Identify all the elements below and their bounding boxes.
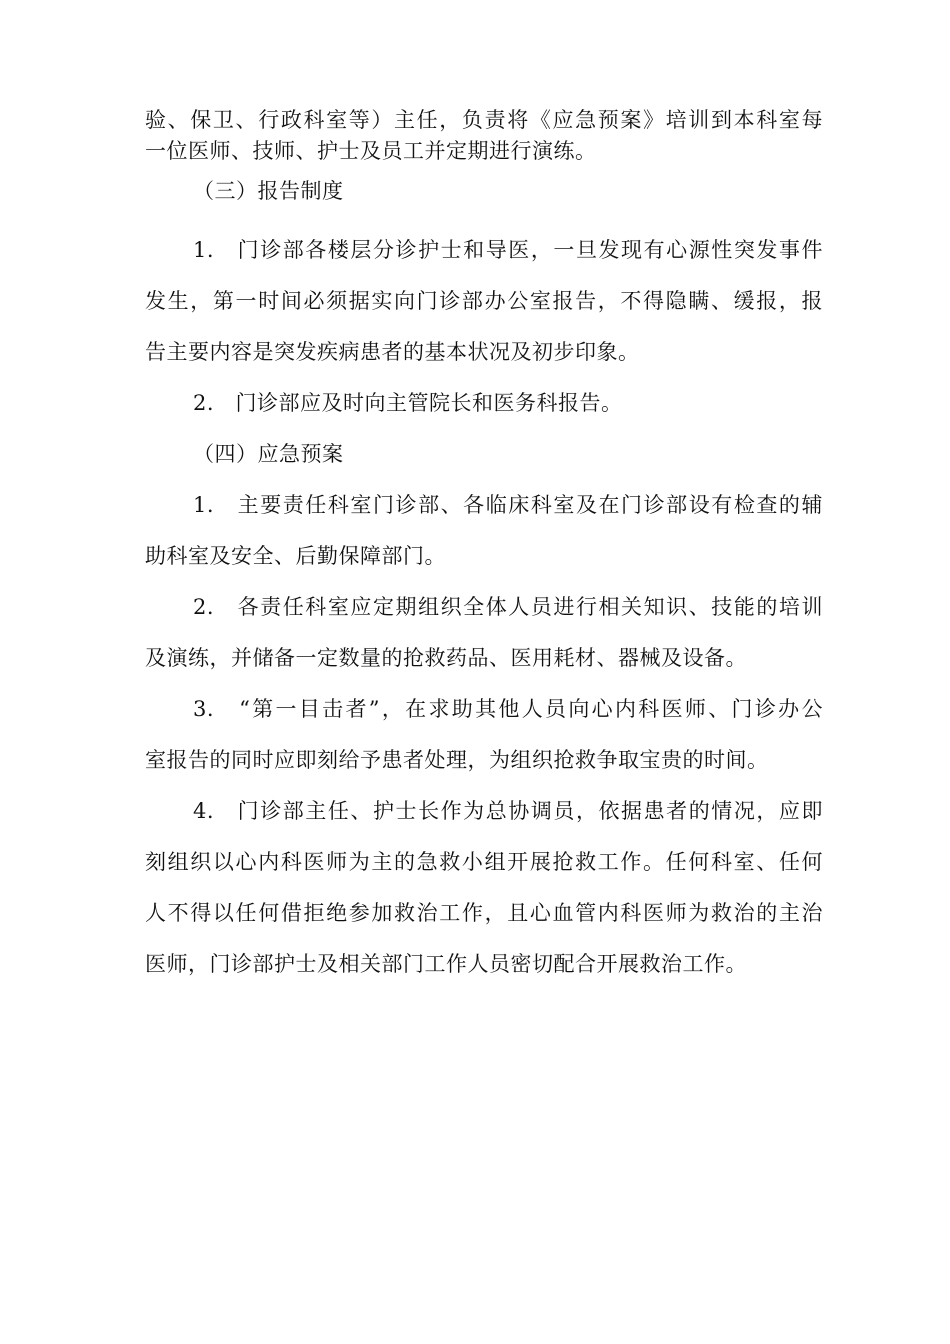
document-body xyxy=(145,105,823,990)
paragraph-line: 1. 主要责任科室门诊部、各临床科室及在门诊部设有检查的辅 xyxy=(193,493,823,517)
section4-item-2 xyxy=(145,582,823,684)
paragraph-line: 及演练，并储备一定数量的抢救药品、医用耗材、器械及设备。 xyxy=(145,646,747,670)
section4-item-1 xyxy=(145,480,823,582)
section4-item-4 xyxy=(145,786,823,990)
section-heading-emergency-plan: （四）应急预案 xyxy=(193,442,344,466)
paragraph-line: 发生，第一时间必须据实向门诊部办公室报告，不得隐瞒、缓报，报 xyxy=(145,289,823,313)
section-heading-report-system: （三）报告制度 xyxy=(193,179,344,203)
paragraph-line: 1. 门诊部各楼层分诊护士和导医，一旦发现有心源性突发事件 xyxy=(193,238,823,262)
paragraph-line: 人不得以任何借拒绝参加救治工作，且心血管内科医师为救治的主治 xyxy=(145,901,823,925)
paragraph-line: 3. “第一目击者”，在求助其他人员向心内科医师、门诊办公 xyxy=(193,697,823,721)
section3-item-2 xyxy=(145,378,823,429)
section4-item-3 xyxy=(145,684,823,786)
paragraph-line: 一位医师、技师、护士及员工并定期进行演练。 xyxy=(145,139,597,163)
paragraph-line: 4. 门诊部主任、护士长作为总协调员，依据患者的情况，应即 xyxy=(193,799,823,823)
paragraph-line: 2. 各责任科室应定期组织全体人员进行相关知识、技能的培训 xyxy=(193,595,823,619)
section3-item-1 xyxy=(145,225,823,378)
paragraph-line: 医师，门诊部护士及相关部门工作人员密切配合开展救治工作。 xyxy=(145,952,747,976)
paragraph-line: 告主要内容是突发疾病患者的基本状况及初步印象。 xyxy=(145,340,640,364)
paragraph-line: 验、保卫、行政科室等）主任，负责将《应急预案》培训到本科室每 xyxy=(145,108,823,132)
paragraph-line: 室报告的同时应即刻给予患者处理，为组织抢救争取宝贵的时间。 xyxy=(145,748,769,772)
paragraph-line: 刻组织以心内科医师为主的急救小组开展抢救工作。任何科室、任何 xyxy=(145,850,823,874)
paragraph-line: 2. 门诊部应及时向主管院长和医务科报告。 xyxy=(193,391,623,415)
continuation-paragraph xyxy=(145,105,823,167)
paragraph-line: 助科室及安全、后勤保障部门。 xyxy=(145,544,446,568)
